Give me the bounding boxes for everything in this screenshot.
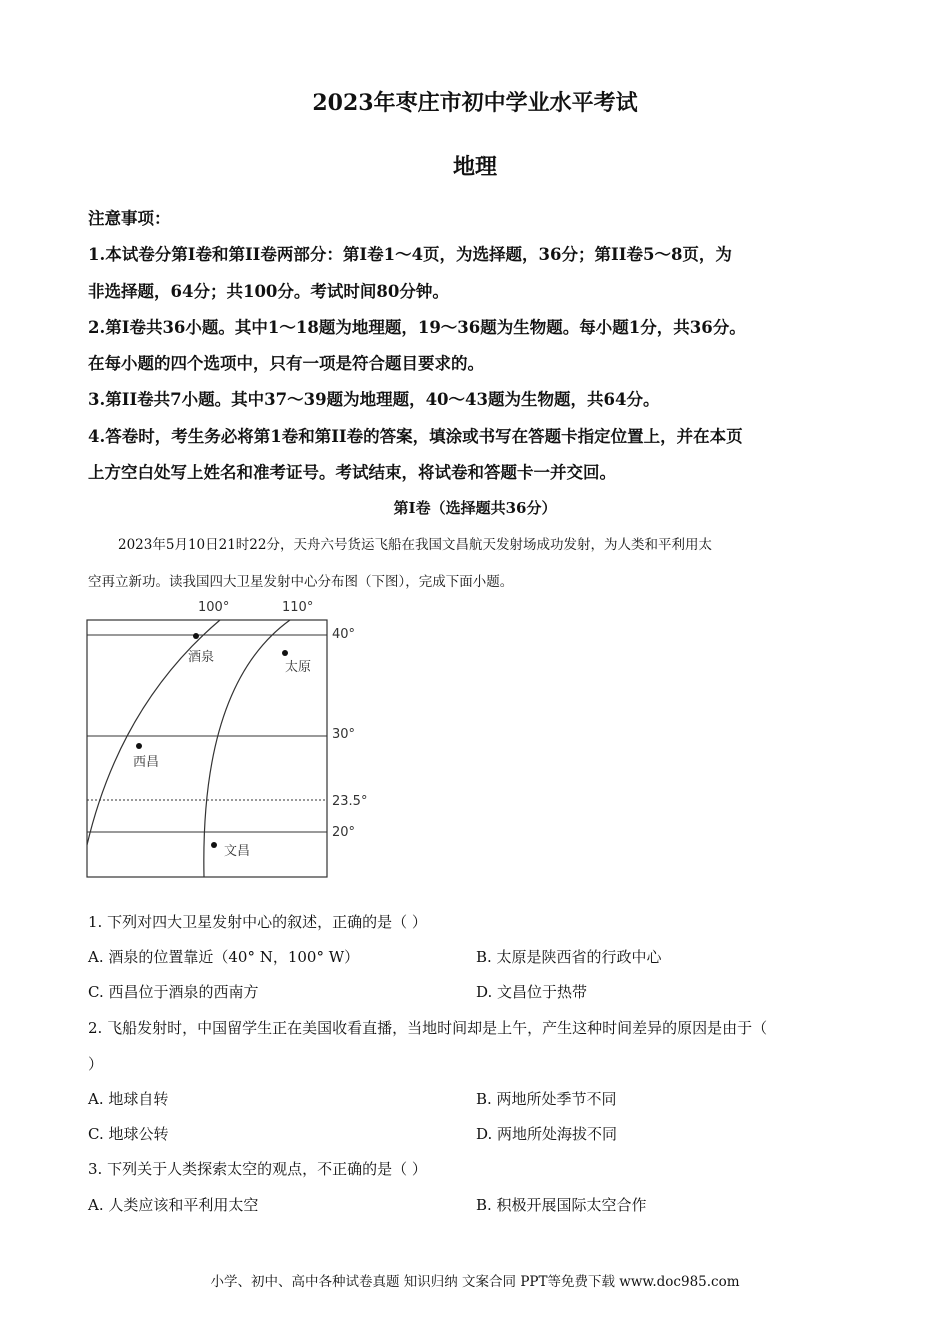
question-2-option-c: C. 地球公转	[88, 1125, 169, 1143]
question-2-option-b: B. 两地所处季节不同	[476, 1090, 617, 1108]
xichang-label: 西昌	[133, 755, 160, 770]
question-3-option-a: A. 人类应该和平利用太空	[88, 1196, 259, 1214]
question-1-option-c: C. 西昌位于酒泉的西南方	[88, 983, 259, 1001]
question-1-stem: 1. 下列对四大卫星发射中心的叙述，正确的是（ ）	[88, 913, 427, 931]
notice-line: 非选择题，64分；共100分。考试时间80分钟。	[88, 282, 449, 301]
notice-heading: 注意事项：	[88, 209, 171, 228]
intro-paragraph: 2023年5月10日21时22分，天舟六号货运飞船在我国文昌航天发射场成功发射，为人类和平利用太	[118, 537, 712, 553]
notice-line: 3.第II卷共7小题。其中37～39题为地理题，40～43题为生物题，共64分。	[88, 390, 660, 409]
notice-line: 上方空白处写上姓名和准考证号。考试结束，将试卷和答题卡一并交回。	[88, 463, 616, 482]
latitude-label-40: 40°	[332, 627, 356, 642]
latitude-label-20: 20°	[332, 825, 356, 840]
meridian-110	[204, 620, 290, 877]
question-3-option-b: B. 积极开展国际太空合作	[476, 1196, 647, 1214]
jiuquan-label: 酒泉	[188, 650, 215, 665]
section-title: 第I卷（选择题共36分）	[393, 499, 557, 517]
longitude-label-100: 100°	[198, 600, 230, 615]
page-footer: 小学、初中、高中各种试卷真题 知识归纳 文案合同 PPT等免费下载 www.doc985.com	[210, 1274, 740, 1290]
question-2-option-a: A. 地球自转	[88, 1090, 169, 1108]
wenchang-dot-icon	[211, 842, 217, 848]
notice-line: 在每小题的四个选项中，只有一项是符合题目要求的。	[88, 354, 484, 373]
wenchang-label: 文昌	[224, 844, 251, 859]
taiyuan-label: 太原	[285, 660, 312, 675]
xichang-dot-icon	[136, 743, 142, 749]
question-1-option-a: A. 酒泉的位置靠近（40° N，100° W）	[88, 948, 360, 966]
notice-line: 4.答卷时，考生务必将第1卷和第II卷的答案，填涂或书写在答题卡指定位置上，并在本页	[88, 427, 743, 446]
question-2-option-d: D. 两地所处海拔不同	[476, 1125, 618, 1143]
question-1-option-b: B. 太原是陕西省的行政中心	[476, 948, 662, 966]
page-title: 2023年枣庄市初中学业水平考试	[312, 90, 638, 116]
latitude-label-23-5: 23.5°	[332, 794, 368, 809]
subject-title: 地理	[452, 154, 497, 180]
question-2-stem-cont: ）	[88, 1055, 104, 1073]
longitude-label-110: 110°	[282, 600, 314, 615]
notice-line: 2.第I卷共36小题。其中1～18题为地理题，19～36题为生物题。每小题1分，共36分。	[88, 318, 746, 337]
question-1-option-d: D. 文昌位于热带	[476, 983, 588, 1001]
intro-paragraph: 空再立新功。读我国四大卫星发射中心分布图（下图），完成下面小题。	[88, 574, 514, 590]
question-2-stem: 2. 飞船发射时，中国留学生正在美国收看直播，当地时间却是上午，产生这种时间差异的原因是由于（	[88, 1019, 768, 1037]
question-3-stem: 3. 下列关于人类探索太空的观点，不正确的是（ ）	[88, 1160, 427, 1178]
taiyuan-dot-icon	[282, 650, 288, 656]
launch-center-map	[80, 595, 380, 885]
notice-line: 1.本试卷分第I卷和第II卷两部分：第I卷1～4页，为选择题，36分；第II卷5～8页，为	[88, 245, 732, 264]
latitude-label-30: 30°	[332, 727, 356, 742]
jiuquan-dot-icon	[193, 633, 199, 639]
